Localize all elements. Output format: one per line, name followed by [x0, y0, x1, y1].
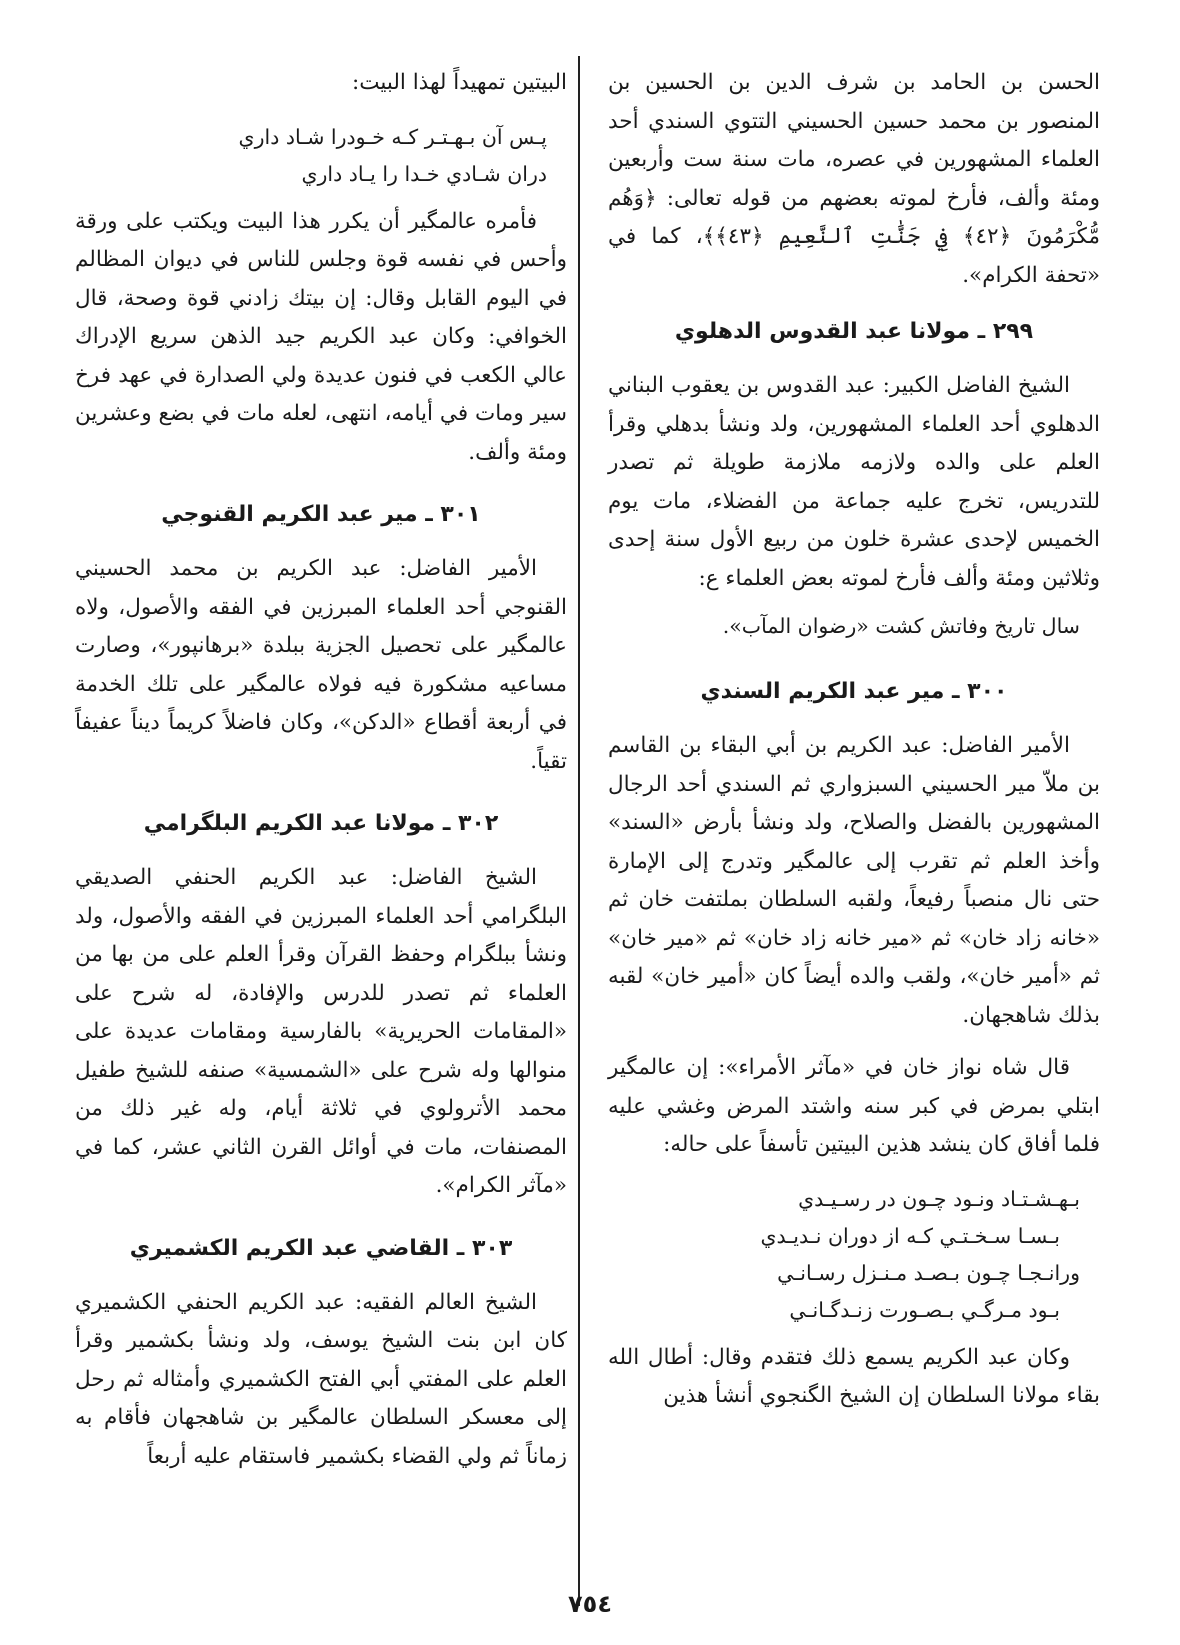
entry-heading-300: ٣٠٠ ـ مير عبد الكريم السندي — [700, 679, 1008, 704]
verse-line: سال تاريخ وفاتش كشت «رضوان المآب». — [722, 614, 1080, 638]
verse-line: بـهـشـتـاد ونـود چـون در رسـيـدي — [798, 1186, 1080, 1211]
entry-text-299: الشيخ الفاضل الكبير: عبد القدوس بن يعقوب البناني الدهلوي أحد العلماء المشهورين، ولد ونشأ بدهلي وقرأ العلم على والده ولازمه ملازمة طويلة ثم تصدر للتدريس، تخرج عليه جماعة من الفضلاء، مات يوم الخميس لإحدى عشرة خلون من ربيع الأول سنة إحدى وثلاثين ومئة وألف فأرخ لموته بعض العلماء ع: — [608, 373, 1100, 591]
verse-line: ورانـجـا چـون بـصـد مـنـزل رسـانـي — [777, 1260, 1080, 1285]
entry-text-302: الشيخ الفاضل: عبد الكريم الحنفي الصديقي البلگرامي أحد العلماء المبرزين في الفقه والأصول، ولد ونشأ ببلگرام وحفظ القرآن وقرأ العلم على من بها من العلماء ثم تصدر للدرس والإفادة، له شرح على «المقامات الحريرية» بالفارسية ومقامات عديدة على منوالها وله شرح على «الشمسية» صنفه للشيخ طفيل محمد الأترولوي في ثلاثة أيام، وله غير ذلك من المصنفات، مات في أوائل القرن الثاني عشر، كما في «مآثر الكرام». — [75, 865, 567, 1198]
entry-text-300-quote: قال شاه نواز خان في «مآثر الأمراء»: إن عالمگير ابتلي بمرض في كبر سنه واشتد المرض وغشي عليه فلما أفاق كان ينشد هذين البيتين تأسفاً على حاله: — [608, 1055, 1100, 1157]
paragraph-continuation-2: فأمره عالمگير أن يكرر هذا البيت ويكتب على ورقة وأحس في نفسه قوة وجلس للناس في ديوان المظالم في اليوم القابل وقال: إن بيتك زادني قوة وصحة، قال الخوافي: وكان عبد الكريم جيد الذهن سريع الإدراك عالي الكعب في فنون عديدة ولي الصدارة في عهد فرخ سير ومات في أيامه، انتهى، لعله مات في بضع وعشرين ومئة وألف. — [75, 208, 567, 465]
entry-text-303: الشيخ العالم الفقيه: عبد الكريم الحنفي الكشميري كان ابن بنت الشيخ يوسف، ولد ونشأ بكشمير وقرأ العلم على المفتي أبي الفتح الكشميري وأمثاله ثم رحل إلى معسكر السلطان عالمگير بن شاهجهان فأقام به زماناً ثم ولي القضاء بكشمير فاستقام عليه أربعاً — [75, 1289, 567, 1469]
entry-text-300: الأمير الفاضل: عبد الكريم بن أبي البقاء بن القاسم بن ملاّ مير الحسيني السبزواري ثم السندي أحد الرجال المشهورين بالفضل والصلاح، ولد ونشأ بأرض «السند» وأخذ العلم ثم تقرب إلى عالمگير وتدرج إلى الإمارة حتى نال منصباً رفيعاً، ولقبه السلطان بملتفت خان ثم «خانه زاد خان» ثم «مير خانه زاد خان» ثم «مير خان» ثم «أمير خان»، ولقب والده أيضاً كان «أمير خان» لقبه بذلك شاهجهان. — [608, 733, 1100, 1028]
column-divider — [578, 56, 580, 1606]
entry-heading-299: ٢٩٩ ـ مولانا عبد القدوس الدهلوي — [674, 319, 1034, 344]
verse-line: دران شـادي خـدا را يـاد داري — [301, 161, 547, 186]
entry-text-300-end: وكان عبد الكريم يسمع ذلك فتقدم وقال: أطال الله بقاء مولانا السلطان إن الشيخ الگنجوي أنشأ هذين — [608, 1344, 1100, 1408]
entry-heading-301: ٣٠١ ـ مير عبد الكريم القنوجي — [161, 502, 481, 527]
page-number: ٧٥٤ — [568, 1590, 612, 1618]
left-column — [75, 64, 567, 1482]
verse-line: بـود مـرگـي بـصـورت زنـدگـانـي — [789, 1297, 1060, 1322]
paragraph-continuation: البيتين تمهيداً لهذا البيت: — [352, 70, 567, 95]
paragraph-continuation: الحسن بن الحامد بن شرف الدين بن الحسين بن المنصور بن محمد حسين الحسيني التتوي السندي أحد العلماء المشهورين في عصره، مات سنة ست وأربعين ومئة وألف، فأرخ لموته بعضهم من قوله تعالى: ﴿وَهُم مُّكْرَمُونَ ﴿٤٢﴾ فِي جَنَّٰتِ ٱلنَّعِيمِ ﴿٤٣﴾﴾، كما في «تحفة الكرام». — [608, 70, 1100, 288]
verse-line: پـس آن بـهـتـر كـه خـودرا شـاد داري — [238, 124, 547, 149]
entry-heading-303: ٣٠٣ ـ القاضي عبد الكريم الكشميري — [129, 1235, 513, 1261]
verse-line: بـسـا سـخـتـي كـه از دوران نـديـدي — [760, 1223, 1060, 1248]
entry-text-301: الأمير الفاضل: عبد الكريم بن محمد الحسيني القنوجي أحد العلماء المبرزين في الفقه والأصول، ولاه عالمگير على تحصيل الجزية ببلدة «برهانپور»، وصارت مساعيه مشكورة فيه فولاه عالمگير على تلك الخدمة في أربعة أقطاع «الدكن»، وكان فاضلاً كريماً ديناً عفيفاً تقياً. — [75, 556, 567, 774]
right-column — [608, 64, 1100, 1422]
entry-heading-302: ٣٠٢ ـ مولانا عبد الكريم البلگرامي — [143, 811, 499, 836]
